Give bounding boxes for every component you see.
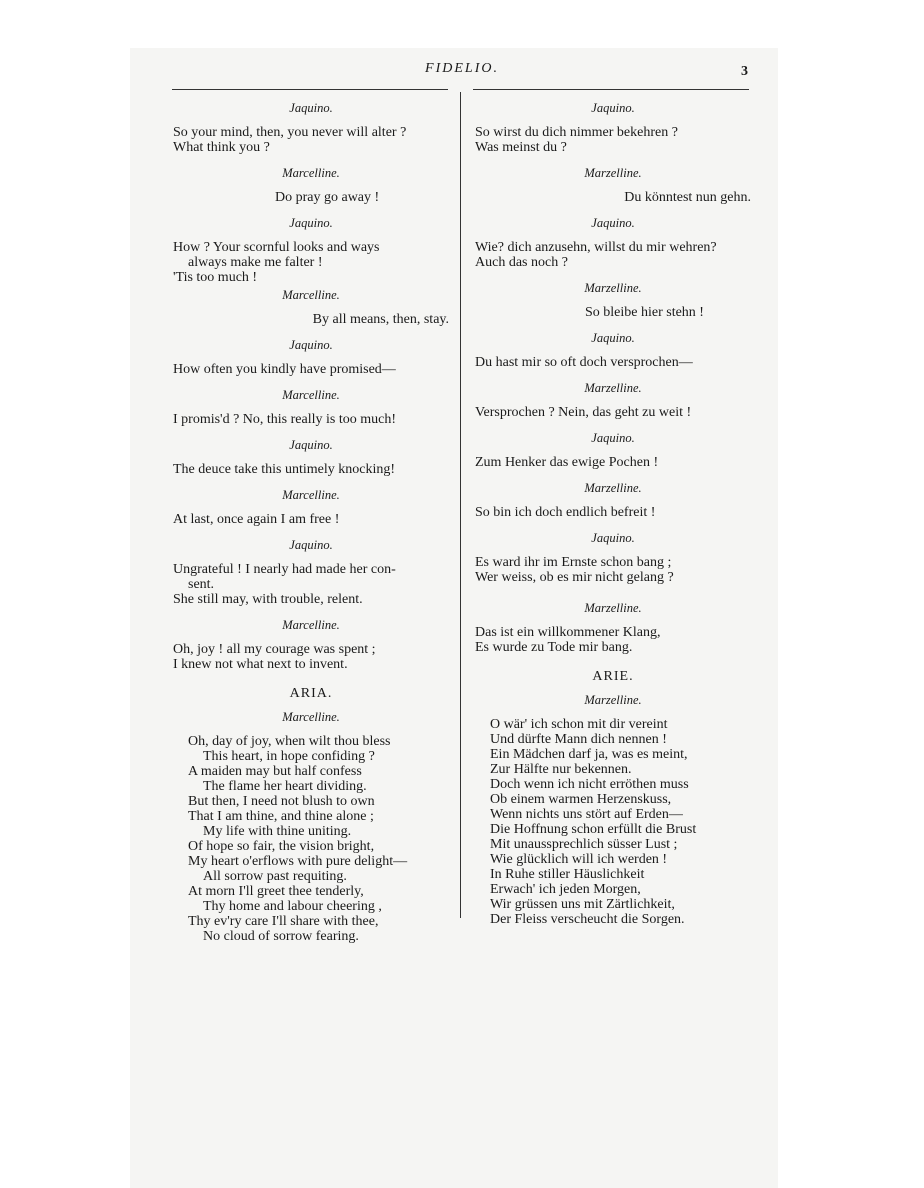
verse-line: Thy home and labour cheering , [203,899,382,914]
dialogue-line: Du könntest nun gehn. [624,190,751,205]
speaker-name: Marcelline. [282,618,340,632]
speaker-name: Marcelline. [282,288,340,302]
verse-line: Doch wenn ich nicht erröthen muss [490,777,689,792]
dialogue-block [173,166,449,205]
dialogue-block [475,331,751,370]
dialogue-block [475,101,751,155]
dialogue-line: Ungrateful ! I nearly had made her con- [173,562,396,577]
dialogue-block [173,538,449,607]
verse-line: Der Fleiss verscheucht die Sorgen. [490,912,685,927]
verse-line: A maiden may but half confess [188,764,362,779]
english-column [173,101,449,944]
dialogue-line: Versprochen ? Nein, das geht zu weit ! [475,405,692,420]
aria-verse [173,734,449,944]
speaker-name: Marcelline. [282,388,340,402]
aria-section [475,669,751,927]
speaker-name: Jaquino. [591,531,635,545]
speaker-name: Marzelline. [584,381,642,395]
dialogue-line: So bin ich doch endlich befreit ! [475,505,656,520]
speaker-name: Jaquino. [591,431,635,445]
aria-verse [475,717,751,927]
dialogue-line: Wie? dich anzusehn, willst du mir wehren? [475,240,717,255]
header-rule-right [473,89,749,90]
dialogue-line: She still may, with trouble, relent. [173,592,363,607]
dialogue-line: How often you kindly have promised— [173,362,396,377]
dialogue-block [475,216,751,270]
dialogue-block [173,288,449,327]
dialogue-block [475,166,751,205]
verse-line: My life with thine uniting. [203,824,352,839]
speaker-name: Marzelline. [584,481,642,495]
aria-heading: ARIE. [592,669,634,684]
dialogue-line: The deuce take this untimely knocking! [173,462,395,477]
speaker-name: Jaquino. [289,216,333,230]
speaker-name: Jaquino. [591,331,635,345]
dialogue-block [475,381,751,420]
verse-line: Und dürfte Mann dich nennen ! [490,732,667,747]
dialogue-line: always make me falter ! [188,255,323,270]
verse-line: Zur Hälfte nur bekennen. [490,762,632,777]
speaker-name: Marcelline. [282,710,340,724]
verse-line: The flame her heart dividing. [203,779,367,794]
dialogue-line: I knew not what next to invent. [173,657,348,672]
column-divider [460,92,461,918]
dialogue-block [173,101,449,155]
verse-line: Wir grüssen uns mit Zärtlichkeit, [490,897,675,912]
verse-line: Oh, day of joy, when wilt thou bless [188,734,391,749]
dialogue-line: Du hast mir so oft doch versprochen— [475,355,693,370]
verse-line: Thy ev'ry care I'll share with thee, [188,914,379,929]
verse-line: O wär' ich schon mit dir vereint [490,717,668,732]
verse-line: Ob einem warmen Herzenskuss, [490,792,672,807]
speaker-name: Marcelline. [282,166,340,180]
header-rule-left [172,89,448,90]
dialogue-line: What think you ? [173,140,270,155]
verse-line: Wenn nichts uns stört auf Erden— [490,807,683,822]
speaker-name: Marzelline. [584,281,642,295]
dialogue-block [475,481,751,520]
dialogue-line: By all means, then, stay. [312,312,449,327]
speaker-name: Marzelline. [584,601,642,615]
dialogue-line: So bleibe hier stehn ! [585,305,704,320]
dialogue-line: Das ist ein willkommener Klang, [475,625,661,640]
verse-line: Of hope so fair, the vision bright, [188,839,375,854]
speaker-name: Marzelline. [584,166,642,180]
speaker-name: Marcelline. [282,488,340,502]
speaker-name: Jaquino. [591,101,635,115]
verse-line: My heart o'erflows with pure delight— [188,854,408,869]
dialogue-line: Was meinst du ? [475,140,567,155]
speaker-name: Jaquino. [289,438,333,452]
dialogue-line: Es wurde zu Tode mir bang. [475,640,633,655]
dialogue-line: Auch das noch ? [475,255,568,270]
verse-line: Ein Mädchen darf ja, was es meint, [490,747,688,762]
dialogue-line: Es ward ihr im Ernste schon bang ; [475,555,672,570]
verse-line: All sorrow past requiting. [203,869,347,884]
aria-section [173,686,449,944]
dialogue-block [173,216,449,285]
dialogue-block [173,388,449,427]
speaker-name: Jaquino. [591,216,635,230]
german-column [475,101,751,927]
dialogue-line: So wirst du dich nimmer bekehren ? [475,125,678,140]
verse-line: At morn I'll greet thee tenderly, [188,884,364,899]
dialogue-block [173,488,449,527]
dialogue-block [475,531,751,585]
speaker-name: Jaquino. [289,101,333,115]
dialogue-block [173,618,449,672]
dialogue-block [475,601,751,655]
speaker-name: Marzelline. [584,693,642,707]
verse-line: Wie glücklich will ich werden ! [490,852,668,867]
verse-line: In Ruhe stiller Häuslichkeit [490,867,645,882]
speaker-name: Jaquino. [289,338,333,352]
verse-line: But then, I need not blush to own [188,794,375,809]
dialogue-line: 'Tis too much ! [173,270,258,285]
verse-line: Die Hoffnung schon erfüllt die Brust [490,822,697,837]
verse-line: This heart, in hope confiding ? [203,749,375,764]
dialogue-line: I promis'd ? No, this really is too much! [173,412,396,427]
dialogue-block [173,438,449,477]
dialogue-line: How ? Your scornful looks and ways [173,240,380,255]
dialogue-block [475,281,751,320]
dialogue-line: So your mind, then, you never will alter ? [173,125,407,140]
speaker-name: Jaquino. [289,538,333,552]
verse-line: Mit unaussprechlich süsser Lust ; [490,837,678,852]
dialogue-line: Zum Henker das ewige Pochen ! [475,455,659,470]
dialogue-line: sent. [188,577,215,592]
page-number: 3 [741,64,748,79]
aria-heading: ARIA. [289,686,333,701]
dialogue-line: Do pray go away ! [275,190,380,205]
verse-line: No cloud of sorrow fearing. [203,929,359,944]
dialogue-line: Oh, joy ! all my courage was spent ; [173,642,376,657]
dialogue-block [173,338,449,377]
dialogue-line: Wer weiss, ob es mir nicht gelang ? [475,570,674,585]
dialogue-line: At last, once again I am free ! [173,512,340,527]
running-title: FIDELIO. [425,61,499,76]
verse-line: Erwach' ich jeden Morgen, [490,882,641,897]
dialogue-block [475,431,751,470]
verse-line: That I am thine, and thine alone ; [188,809,374,824]
